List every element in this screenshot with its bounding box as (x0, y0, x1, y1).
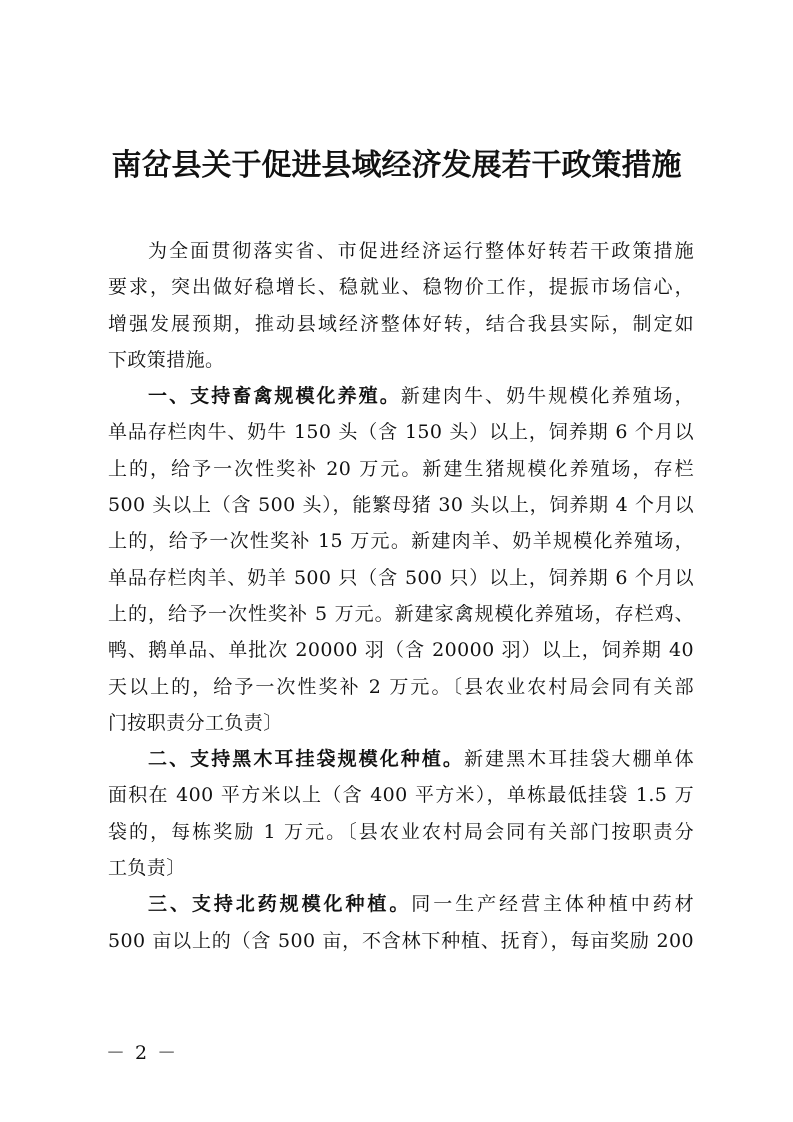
section-text: 新建肉牛、奶牛规模化养殖场， (400, 385, 694, 408)
text-line: 面积在 400 平方米以上（含 400 平方米），单栋最低挂袋 1.5 万 (108, 784, 694, 807)
section-text: 同一生产经营主体种植中药材 (411, 893, 694, 916)
text-line: 门按职责分工负责〕 (108, 711, 283, 734)
document-title: 南岔县关于促进县域经济发展若干政策措施 (111, 148, 682, 183)
text-line: 鸭、鹅单品、单批次 20000 羽（含 20000 羽）以上，饲养期 40 (108, 639, 694, 662)
section-first-line (108, 378, 694, 414)
text-line: 单品存栏肉牛、奶牛 150 头（含 150 头）以上，饲养期 6 个月以 (108, 421, 694, 444)
text-line: 上的，给予一次性奖补 15 万元。新建肉羊、奶羊规模化养殖场， (108, 530, 694, 553)
text-line: 单品存栏肉羊、奶羊 500 只（含 500 只）以上，饲养期 6 个月以 (108, 566, 694, 589)
text-line: 为全面贯彻落实省、市促进经济运行整体好转若干政策措施 (148, 240, 694, 262)
section-heading: 二、支持黑木耳挂袋规模化种植。 (148, 748, 464, 771)
section-1-paragraph (108, 378, 694, 741)
section-text: 新建黑木耳挂袋大棚单体 (463, 748, 694, 771)
text-line: 下政策措施。 (108, 348, 225, 371)
text-line: 上的，给予一次性奖补 20 万元。新建生猪规模化养殖场，存栏 (108, 457, 694, 480)
text-line: 500 亩以上的（含 500 亩，不含林下种植、抚育），每亩奖励 200 (108, 929, 694, 952)
text-line: 工负责〕 (108, 857, 186, 880)
text-line: 袋的，每栋奖励 1 万元。〔县农业农村局会同有关部门按职责分 (108, 820, 694, 843)
document-body (108, 233, 694, 959)
page-number: － 2 － (106, 1042, 179, 1064)
text-line: 天以上的，给予一次性奖补 2 万元。〔县农业农村局会同有关部 (108, 675, 694, 698)
section-heading: 一、支持畜禽规模化养殖。 (148, 385, 401, 408)
section-2-paragraph (108, 741, 694, 886)
section-3-paragraph (108, 886, 694, 959)
text-line: 上的，给予一次性奖补 5 万元。新建家禽规模化养殖场，存栏鸡、 (108, 602, 694, 625)
section-first-line (108, 741, 694, 777)
section-heading: 三、支持北药规模化种植。 (148, 893, 412, 916)
intro-paragraph (108, 233, 694, 378)
section-first-line (108, 886, 694, 922)
text-line: 500 头以上（含 500 头），能繁母猪 30 头以上，饲养期 4 个月以 (108, 494, 694, 517)
text-line: 增强发展预期，推动县域经济整体好转，结合我县实际，制定如 (108, 312, 694, 335)
text-line: 要求，突出做好稳增长、稳就业、稳物价工作，提振市场信心， (108, 276, 694, 299)
